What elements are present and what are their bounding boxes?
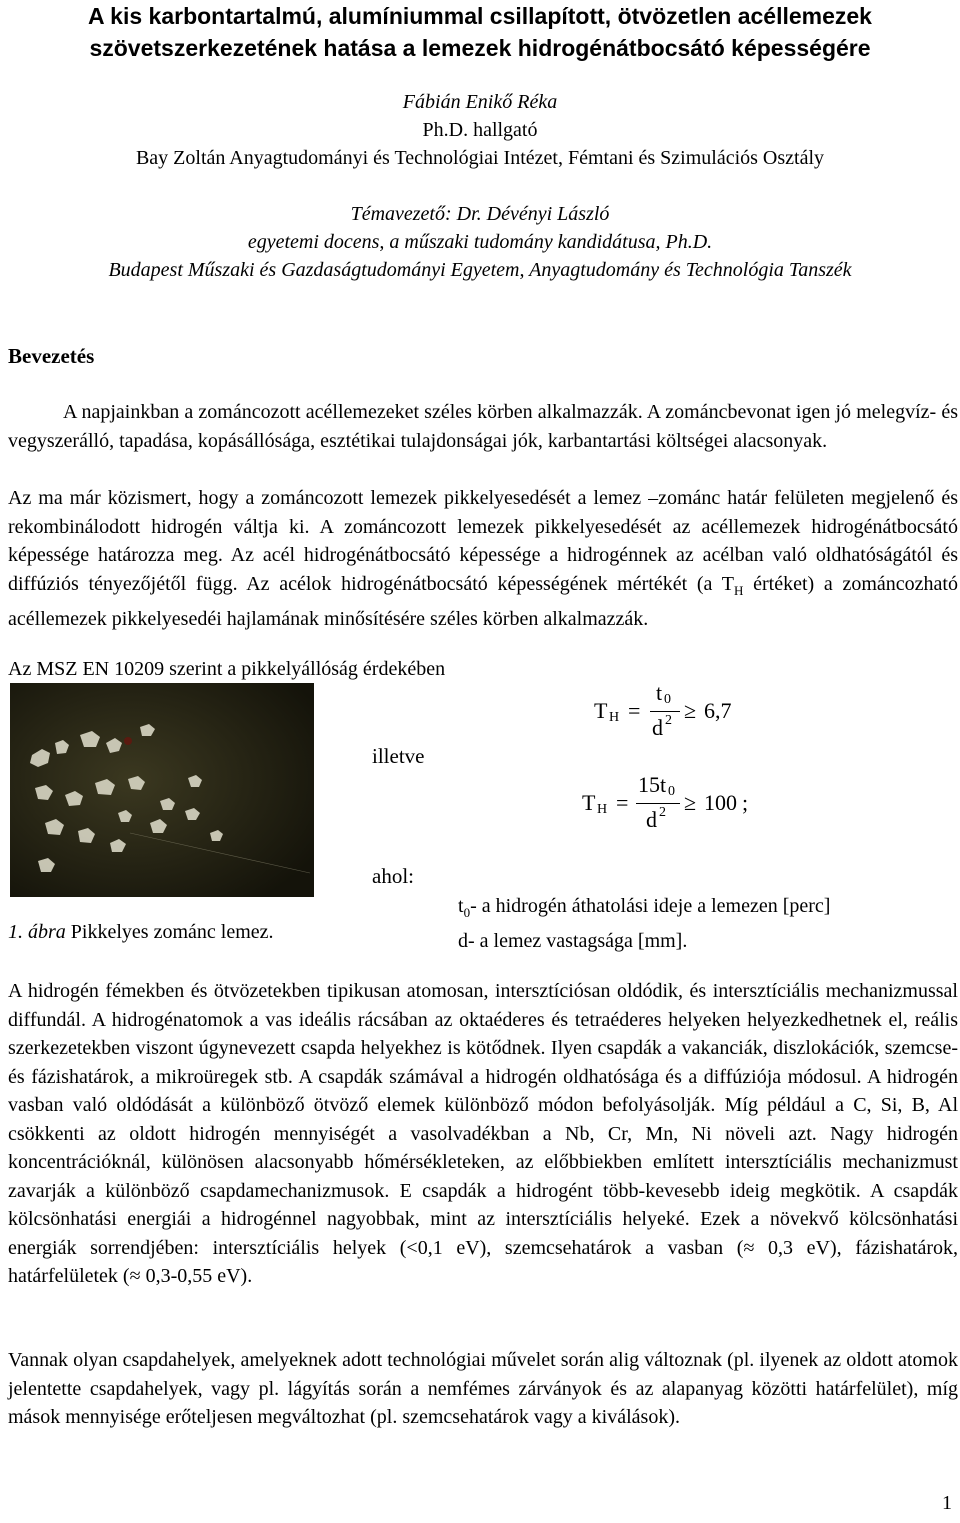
author-name: Fábián Enikő Réka [402,91,558,113]
section-heading: Bevezetés [8,344,95,368]
title-line-2: szövetszerkezetének hatása a lemezek hidrogénátbocsátó képességére [89,35,871,61]
word-illetve: illetve [372,744,425,768]
author-affiliation: Bay Zoltán Anyagtudományi és Technológiai Intézet, Fémtani és Szimulációs Osztály [135,147,825,169]
equation-th-ratio-15: T H = 15t 0 d 2 ≥ 100 ; [582,772,749,832]
paragraph-trap-sites: Vannak olyan csapdahelyek, amelyeknek adott technológiai művelet során alig változnak (pl. ilyenek az oldott atomok jelentette csapdahelyek, vagy pl. lágyítás során a nemfémes zárványok és az alapanyag közötti határfelület), míg mások mennyisége erőteljesen megváltozhat (pl. szemcsehatárok vagy a kiválások). [8,1349,958,1428]
equation-th-ratio: T H = t 0 d 2 ≥ 6,7 [594,680,732,740]
definition-d: d- a lemez vastagsága [mm]. [458,930,688,952]
symbol-definitions [458,892,830,956]
supervisor-name: Témavezető: Dr. Dévényi László [350,203,610,225]
word-ahol: ahol: [372,864,414,888]
title-line-1: A kis karbontartalmú, alumíniummal csillapított, ötvözetlen acéllemezek [88,3,872,29]
paragraph-hydrogen-diffusion: A hidrogén fémekben és ötvözetekben tipikusan atomosan, intersztíciósan oldódik, és intersztíciális mechanizmussal diffundál. A hidrogénatomok a vas ideális rácsában az oktaéderes és tetraéderes helyeken helyezkedhetnek el, reális szerkezetekben viszont úgynevezett csapda helyekhez is kötődnek. Ilyen csapdák a vakanciák, diszlokációk, szemcse- és fázishatárok, a mikroüregek stb. A csapdák számával a hidrogén oldhatósága és a diffúziója módosul. A hidrogén vasban való oldódását a különböző ötvöző elemek különböző módon befolyásolják. Míg például a C, Si, B, Al csökkenti az oldott hidrogén mennyiségét a vasolvadékban a Nb, Cr, Mn, Ni növeli azt. Nagy hidrogén koncentrációknál, különösen alacsonyabb hőmérsékleteken, az előbbiekben említett intersztíciális mechanizmust zavarják a különböző csapdamechanizmusok. E csapdák a hidrogént több-kevesebb ideig megkötik. A csapdák kölcsönhatási energiái a hidrogénnel nagyobbak, mint az intersztíciális helyeké. Ezek a növekvő kölcsönhatási energiák sorrendjében: intersztíciális helyek (<0,1 eV), szemcsehatárok a vasban (≈ 0,3 eV), fázishatárok, határfelületek (≈ 0,3-0,55 eV). [8,980,958,1287]
paragraph-scaling: Az ma már közismert, hogy a zománcozott lemezek pikkelyesedését a lemez –zománc határ felületen megjelenő és rekombinálodott hidrogén váltja ki. A zománcozott lemezek pikkelyesedését az acéllemezek hidrogénátbocsátó képessége határozza meg. Az acél hidrogénátbocsátó képessége a hidrogénnek az acélban való oldhatóságától és diffúziós tényezőjétől függ. Az acélok hidrogénátbocsátó képességének mértékét (a $T_H$ értéket) a zománcozható acéllemezek pikkelyesedéi hajlamának minősítésére széles körben alkalmazzák. [8,487,958,630]
supervisor-title: egyetemi docens, a műszaki tudomány kandidátusa, Ph.D. [247,231,713,253]
paragraph-standard: Az MSZ EN 10209 szerint a pikkelyállóság érdekében [8,658,446,680]
figure-caption: 1. ábra Pikkelyes zománc lemez. [8,921,274,943]
definition-t0: $t_0-$ a hidrogén áthatolási ideje a lemezen [perc] [458,895,831,920]
figure-number: 1. ábra [8,921,66,943]
author-status: Ph.D. hallgató [422,119,538,141]
page-number: 1 [942,1492,952,1514]
figure-photo-fishscale-enamel [10,683,314,897]
document-title [0,0,960,64]
paragraph-intro: A napjainkban a zománcozott acéllemezeket széles körben alkalmazzák. A zománcbevonat igen jó melegvíz- és vegyszerálló, tapadása, kopásállósága, esztétikai tulajdonságai jók, karbantartási költségei alacsonyak. [8,401,958,452]
supervisor-affiliation: Budapest Műszaki és Gazdaságtudományi Egyetem, Anyagtudomány és Technológia Tanszék [108,259,852,281]
